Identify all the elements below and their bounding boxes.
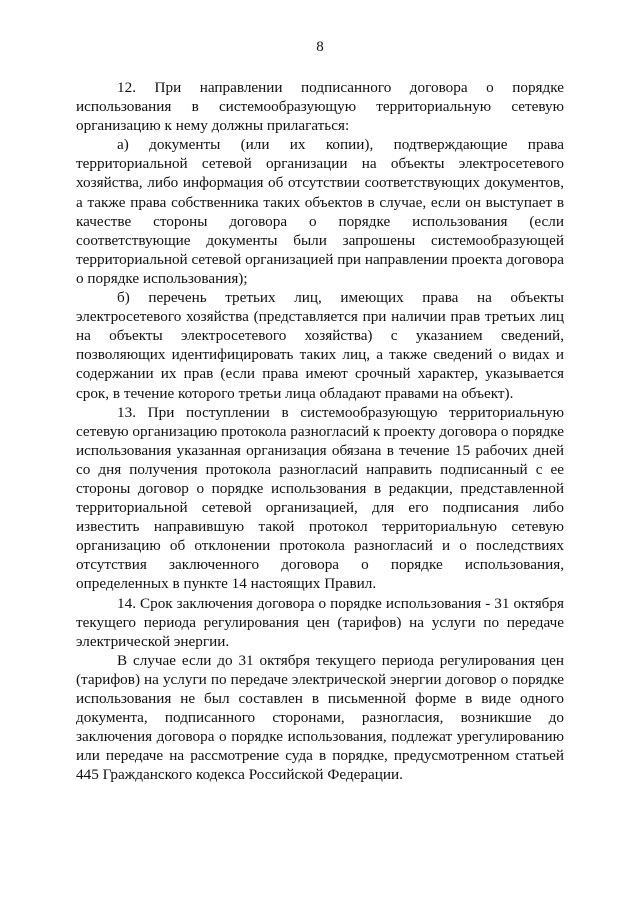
paragraph-13: 13. При поступлении в системообразующую территориальную сетевую организацию протокола разногласий к проекту договора о порядке использования указанная организация обязана в течение 15 рабочих дней со дня получения протокола разногласий направить подписанный с ее стороны договор о порядке использования в редакции, представленной территориальной сетевой организацией, для его подписания либо известить направившую такой протокол территориальную сетевую организацию об отклонении протокола разногласий и о последствиях отсутствия заключенного договора о порядке использования, определенных в пункте 14 настоящих Правил. xyxy=(76,403,565,593)
paragraph-12a: а) документы (или их копии), подтверждающие права территориальной сетевой организации на объекты электросетевого хозяйства, либо информация об отсутствии соответствующих документов, а также права собственника таких объектов в случае, если он выступает в качестве стороны договора о порядке использования (если соответствующие документы были запрошены системообразующей территориальной сетевой организацией при направлении проекта договора о порядке использования); xyxy=(76,136,564,287)
paragraph-14: 14. Срок заключения договора о порядке использования - 31 октября текущего периода регулирования цен (тарифов) на услуги по передаче электрической энергии. xyxy=(76,594,564,650)
paragraph-12: 12. При направлении подписанного договора о порядке использования в системообразующую территориальную сетевую организацию к нему должны прилагаться: xyxy=(76,79,564,135)
paragraph-14-continued: В случае если до 31 октября текущего периода регулирования цен (тарифов) на услуги по передаче электрической энергии договор о порядке использования не был составлен в письменной форме в виде одного документа, подписанного сторонами, разногласия, возникшие до заключения договора о порядке использования, подлежат урегулированию или передаче на рассмотрение суда в порядке, предусмотренном статьей 445 Гражданского кодекса Российской Федерации. xyxy=(76,651,564,784)
page-number: 8 xyxy=(316,39,324,55)
paragraph-12b: б) перечень третьих лиц, имеющих права на объекты электросетевого хозяйства (представляется при наличии прав третьих лиц на объекты электросетевого хозяйства) с указанием сведений, позволяющих идентифицировать таких лиц, а также сведений о видах и содержании их прав (если права имеют срочный характер, указывается срок, в течение которого третьи лица обладают правами на объект). xyxy=(76,289,564,402)
document-body xyxy=(76,78,564,784)
